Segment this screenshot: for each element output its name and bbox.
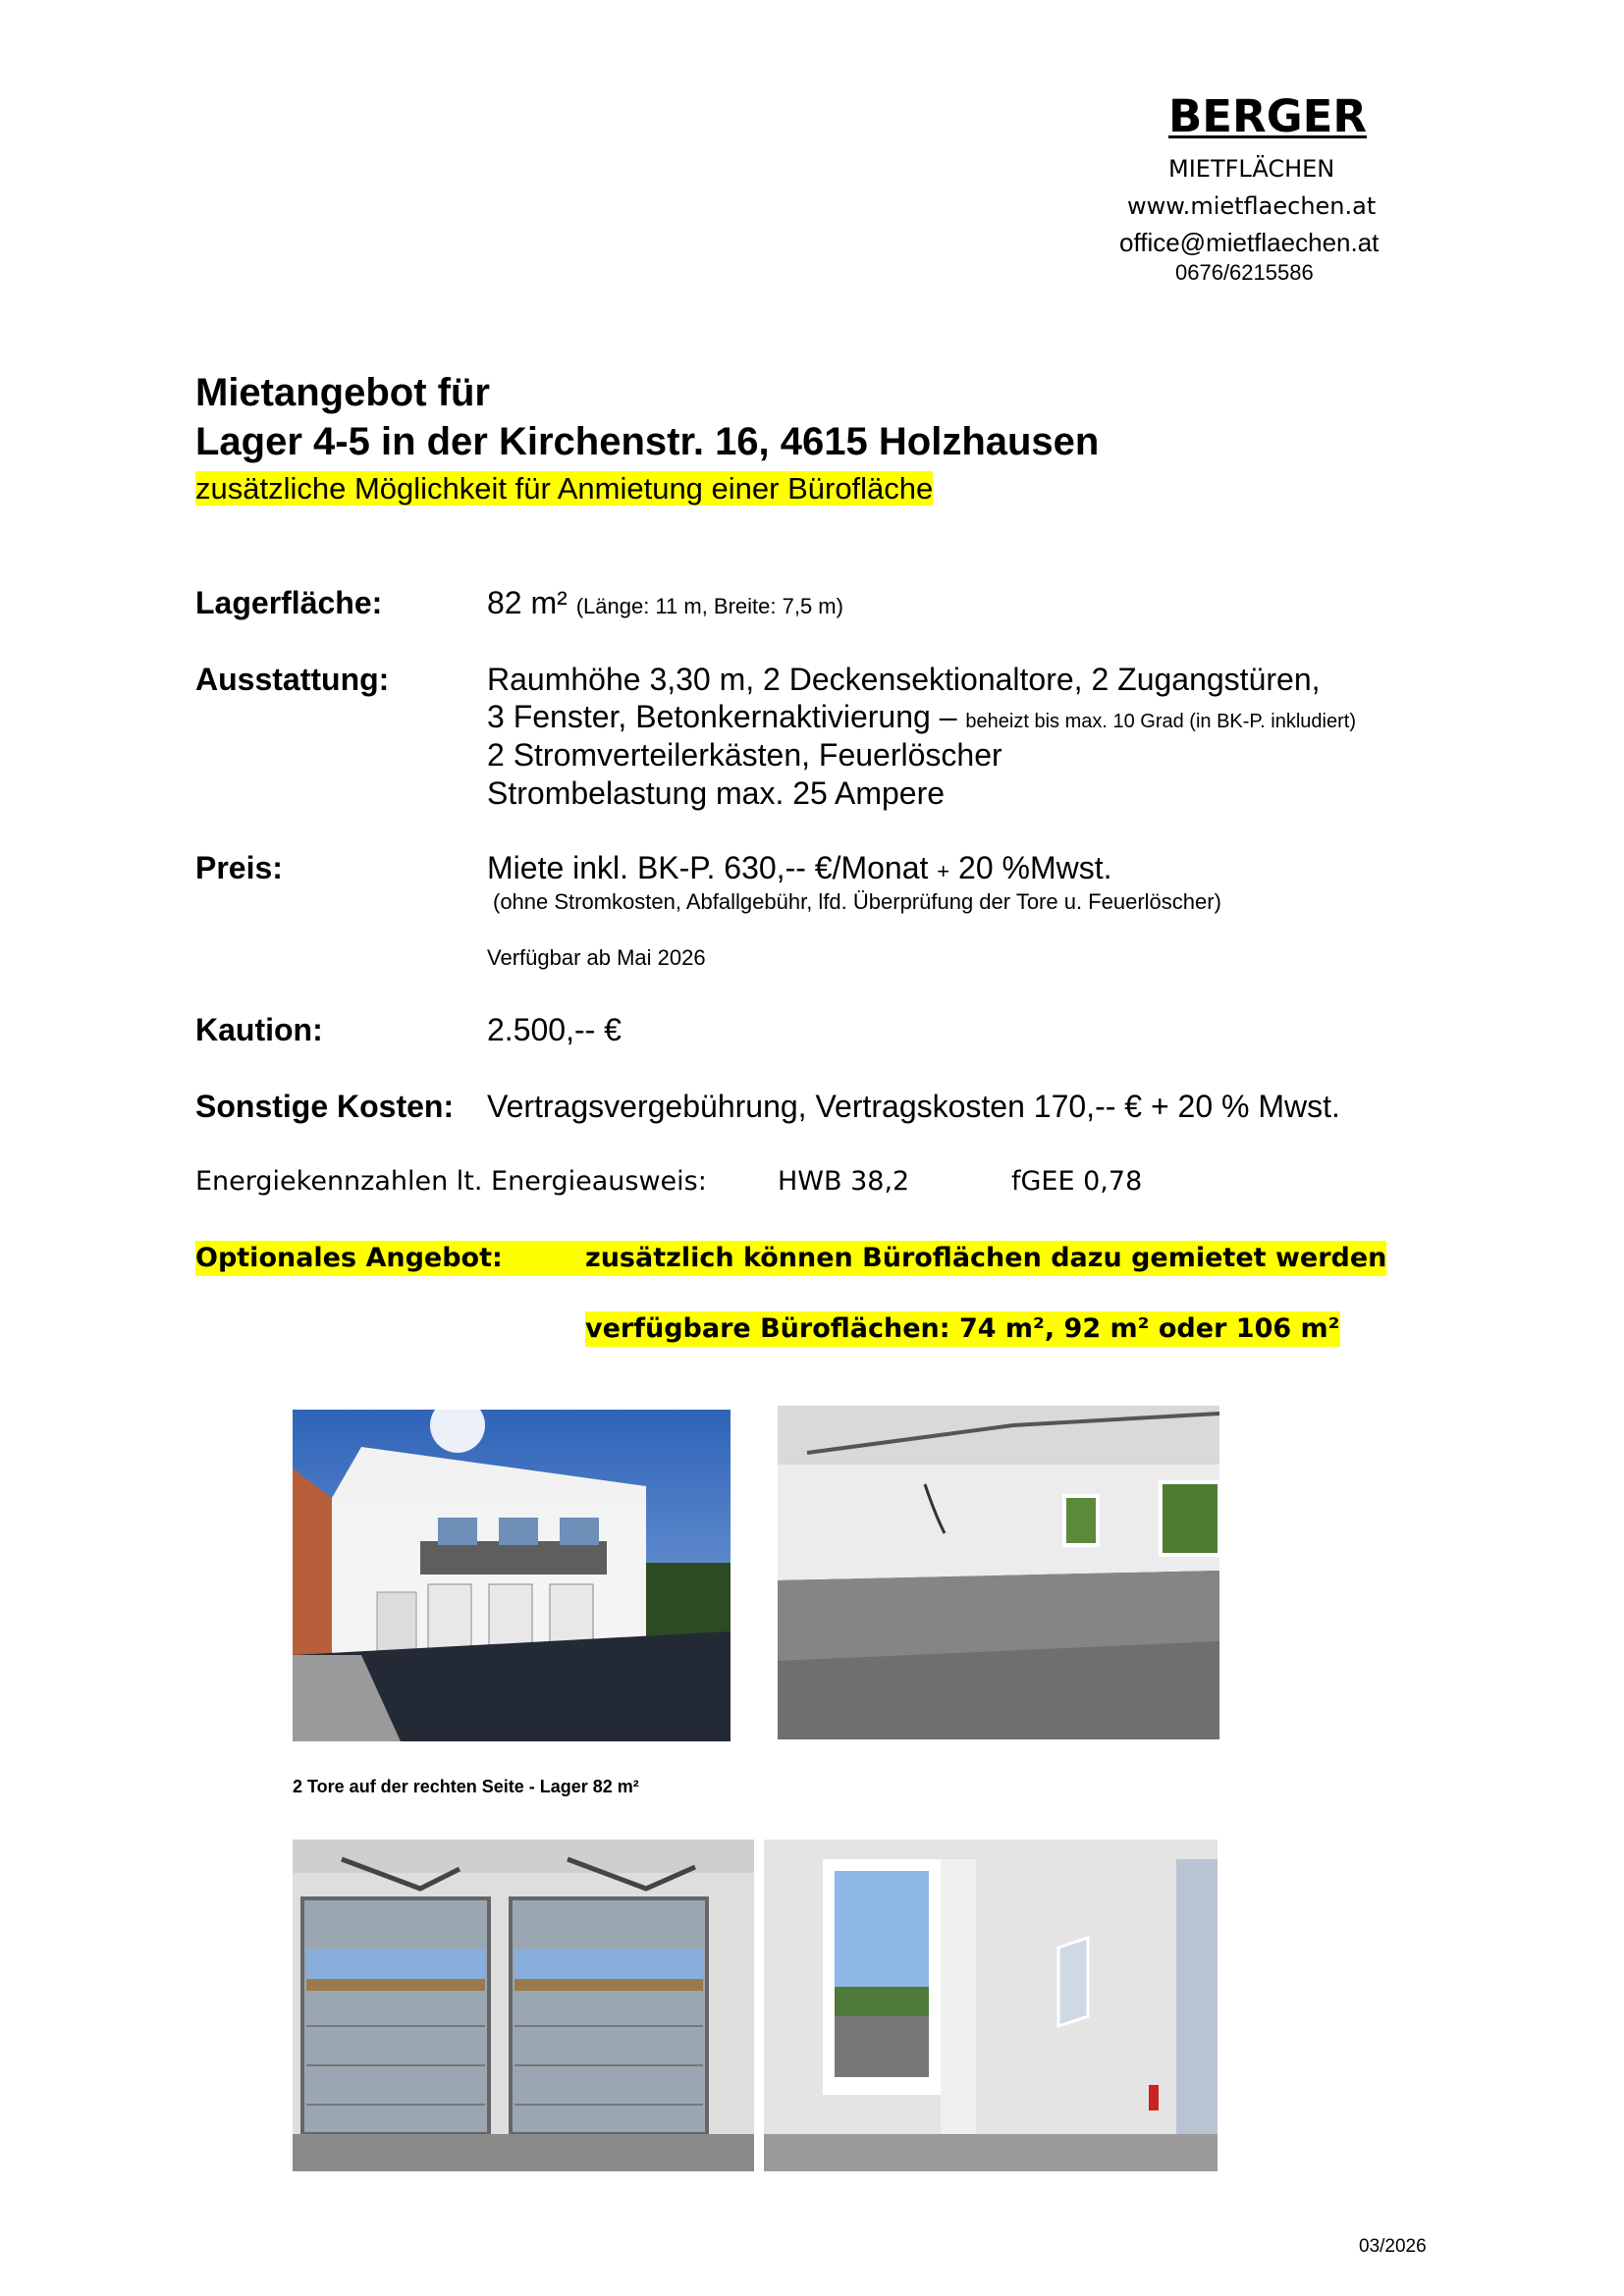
photo-caption: 2 Tore auf der rechten Seite - Lager 82 m² xyxy=(293,1777,639,1796)
brand-subtitle: MIETFLÄCHEN xyxy=(1168,155,1335,183)
kaution-value: 2.500,-- € xyxy=(487,1012,622,1047)
photo-warehouse-interior xyxy=(778,1406,1219,1739)
sonstige-value: Vertragsvergebührung, Vertragskosten 170,-- € + 20 % Mwst. xyxy=(487,1089,1340,1124)
preis-plus: + xyxy=(937,859,950,883)
optional-line2: verfügbare Büroflächen: 74 m², 92 m² oder 106 m² xyxy=(585,1311,1340,1347)
document-date: 03/2026 xyxy=(1359,2236,1427,2257)
sonstige-label: Sonstige Kosten: xyxy=(195,1089,455,1124)
preis-tax: 20 %Mwst. xyxy=(958,850,1112,885)
preis-value xyxy=(487,850,1112,886)
optional-line1: zusätzlich können Büroflächen dazu gemietet werden xyxy=(585,1241,1386,1276)
energy-label: Energiekennzahlen lt. Energieausweis: xyxy=(195,1166,707,1197)
phone-number: 0676/6215586 xyxy=(1175,260,1314,285)
brand-name: BERGER xyxy=(1168,90,1368,142)
ausstattung-line2-main: 3 Fenster, Betonkernaktivierung – xyxy=(487,699,957,734)
website-link[interactable]: www.mietflaechen.at xyxy=(1127,192,1377,220)
lagerflaeche-detail: (Länge: 11 m, Breite: 7,5 m) xyxy=(575,594,843,618)
lagerflaeche-size: 82 m² xyxy=(487,585,568,620)
title-highlight-text: zusätzliche Möglichkeit für Anmietung einer Bürofläche xyxy=(195,471,934,506)
preis-label: Preis: xyxy=(195,850,283,885)
ausstattung-line2-small: beheizt bis max. 10 Grad (in BK-P. inkludiert) xyxy=(965,711,1356,732)
ausstattung-line3: 2 Stromverteilerkästen, Feuerlöscher xyxy=(487,737,1002,773)
title-highlight xyxy=(195,471,933,507)
photo-window-interior xyxy=(764,1840,1218,2171)
photo-sectional-doors xyxy=(293,1840,754,2171)
ausstattung-line2 xyxy=(487,699,1356,735)
lagerflaeche-label: Lagerfläche: xyxy=(195,585,383,620)
kaution-label: Kaution: xyxy=(195,1012,323,1047)
energy-hwb: HWB 38,2 xyxy=(778,1166,910,1197)
page-subtitle-address: Lager 4-5 in der Kirchenstr. 16, 4615 Holzhausen xyxy=(195,420,1100,463)
ausstattung-line4: Strombelastung max. 25 Ampere xyxy=(487,775,946,811)
preis-note: (ohne Stromkosten, Abfallgebühr, lfd. Überprüfung der Tore u. Feuerlöscher) xyxy=(493,889,1221,914)
page-title: Mietangebot für xyxy=(195,371,490,414)
optional-label: Optionales Angebot: xyxy=(195,1241,585,1276)
ausstattung-label: Ausstattung: xyxy=(195,662,390,697)
lagerflaeche-value xyxy=(487,585,843,621)
energy-fgee: fGEE 0,78 xyxy=(1011,1166,1143,1197)
email-link[interactable]: office@mietflaechen.at xyxy=(1119,228,1380,257)
photo-building-exterior xyxy=(293,1410,731,1741)
ausstattung-line1: Raumhöhe 3,30 m, 2 Deckensektionaltore, 2 Zugangstüren, xyxy=(487,662,1321,697)
preis-main: Miete inkl. BK-P. 630,-- €/Monat xyxy=(487,850,929,885)
availability: Verfügbar ab Mai 2026 xyxy=(487,945,706,970)
